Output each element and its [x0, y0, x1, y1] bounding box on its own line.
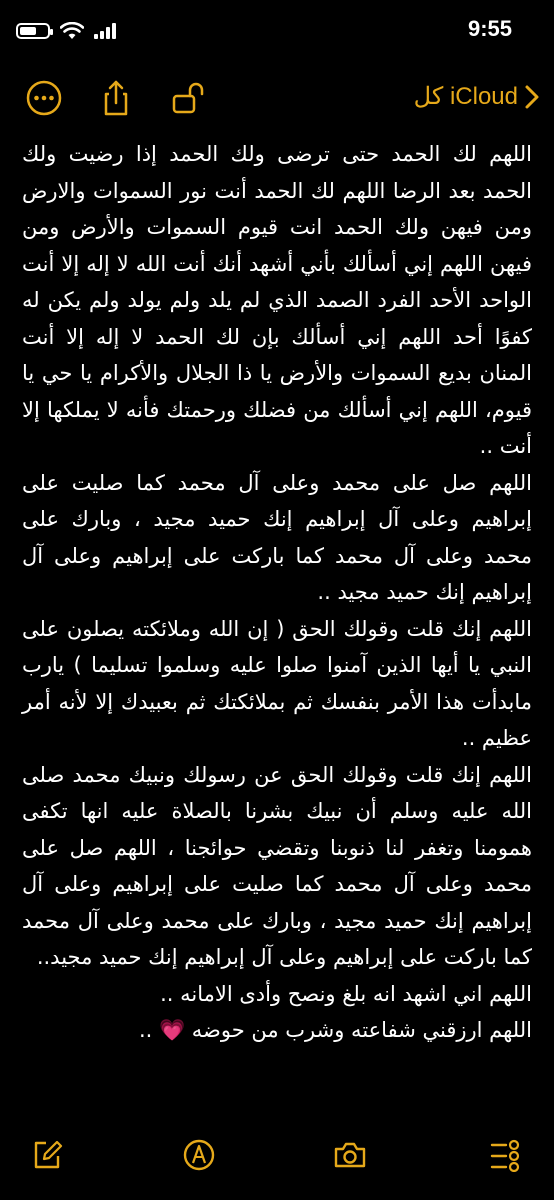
compose-icon [30, 1138, 64, 1172]
unlock-icon [168, 78, 208, 118]
status-icons [16, 22, 118, 40]
back-to-icloud-button[interactable] [414, 82, 540, 111]
wifi-icon [60, 22, 84, 40]
note-paragraph: اللهم إنك قلت وقولك الحق عن رسولك ونبيك محمد صلى الله عليه وسلم أن نبيك بشرنا بالصلاة عليه انها تكفى همومنا وتغفر لنا ذنوبنا وتقضي حوائجنا ، اللهم صل على محمد وعلى آل محمد كما صليت على إبراهيم وعلى آل إبراهيم إنك حميد مجيد ، وبارك على محمد وعلى آل محمد كما باركت على إبراهيم وعلى آل إبراهيم إنك حميد مجيد.. [22, 762, 532, 969]
camera-icon [333, 1138, 367, 1172]
battery-level [20, 27, 36, 35]
lock-note-button[interactable] [168, 78, 208, 118]
share-icon [96, 78, 136, 118]
bottom-toolbar [0, 1110, 554, 1200]
note-paragraph: اللهم صل على محمد وعلى آل محمد كما صليت على إبراهيم وعلى آل إبراهيم إنك حميد مجيد ، وبارك على محمد وعلى آل محمد كما باركت على إبراهيم وعلى آل إبراهيم إنك حميد مجيد .. [22, 470, 532, 604]
chevron-right-icon [524, 84, 540, 110]
new-note-button[interactable] [30, 1138, 64, 1172]
note-body[interactable] [22, 136, 532, 1049]
cellular-signal-icon [94, 23, 118, 39]
status-bar [0, 0, 554, 64]
checklist-button[interactable] [488, 1138, 522, 1172]
status-time: 9:55 [467, 16, 512, 41]
ellipsis-circle-icon [24, 78, 64, 118]
camera-button[interactable] [333, 1138, 367, 1172]
checklist-icon [488, 1138, 522, 1172]
note-paragraph: اللهم إنك قلت وقولك الحق ( إن الله وملائكته يصلون على النبي يا أيها الذين آمنوا صلوا عليه وسلموا تسليما ) يارب مابدأت هذا الأمر بنفسك ثم بملائكتك ثم بعبيدك إلا لأنه أمر عظيم .. [22, 616, 532, 750]
markup-pen-icon [182, 1138, 216, 1172]
note-paragraph: اللهم ارزقني شفاعته وشرب من حوضه 💗 .. [138, 1018, 532, 1042]
battery-icon [16, 23, 50, 39]
more-options-button[interactable] [24, 78, 64, 118]
share-button[interactable] [96, 78, 136, 118]
markup-button[interactable] [182, 1138, 216, 1172]
navigation-bar [0, 70, 554, 126]
note-paragraph: اللهم لك الحمد حتى ترضى ولك الحمد إذا رضيت ولك الحمد بعد الرضا اللهم لك الحمد أنت نور السموات والارض ومن فيهن ولك الحمد انت قيوم السموات والأرض ومن فيهن اللهم إني أسألك بأني أشهد أنك أنت الله لا إله إلا أنت الواحد الأحد الفرد الصمد الذي لم يلد ولم يولد ولم يكن له كفوًا أحد اللهم إني أسألك بإن لك الحمد لا إله إلا أنت المنان بديع السموات والأرض يا ذا الجلال والأكرام يا حي يا قيوم، اللهم إني أسألك من فضلك ورحمتك فأنه لا يملكها إلا أنت .. [22, 142, 532, 458]
note-paragraph: اللهم اني اشهد انه بلغ ونصح وأدى الامانه .. [160, 981, 532, 1006]
back-label: كل iCloud [413, 83, 518, 110]
